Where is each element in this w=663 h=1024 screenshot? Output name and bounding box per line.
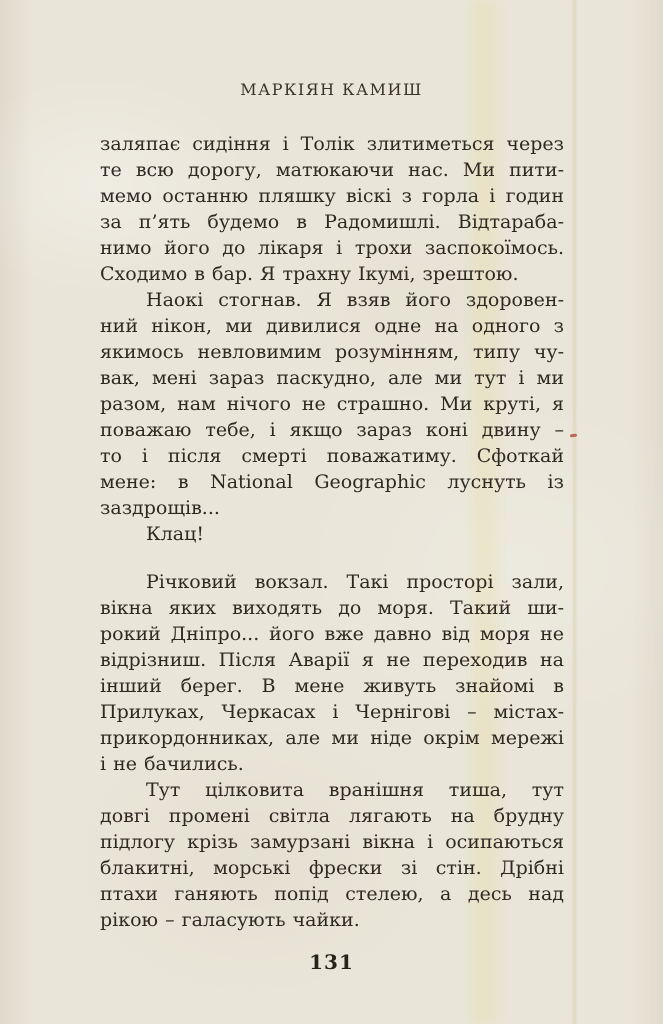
text-line: Тут цілковита вранішня тиша, тут [146,779,564,801]
paragraph [100,777,564,933]
text-line: разом, нам нічого не страшно. Ми круті, я [100,393,564,415]
text-line: Наокі стогнав. Я взяв його здоровен- [146,289,564,311]
text-line: підлогу крізь замурзані вікна і осипаються [100,831,564,853]
text-line: птахи ганяють попід стелею, а десь над [100,883,564,905]
paragraph [100,287,564,521]
scan-artifact-edge-line [573,0,576,1024]
text-line: довгі промені світла лягають на брудну [100,805,564,827]
text-line: за п’ять будемо в Радомишлі. Відтараба- [100,211,564,233]
paragraph [100,569,564,777]
text-line: блакитні, морські фрески зі стін. Дрібні [100,857,564,879]
text-line: Клац! [146,523,204,545]
text-line: Сходимо в бар. Я трахну Ікумі, зрештою. [100,263,519,285]
paragraph [100,521,564,547]
text-line: поважаю тебе, і якщо зараз коні двину – [100,419,564,441]
text-line: нимо його до лікаря і трохи заспокоїмось. [100,237,564,259]
text-line: прикордонниках, але ми ніде окрім мережі [100,727,564,749]
text-line: заляпає сидіння і Толік злитиметься через [100,133,564,155]
text-line: ний нікон, ми дивилися одне на одного з [100,315,564,337]
paragraph [100,131,564,287]
text-line: те всю дорогу, матюкаючи нас. Ми пити- [100,159,564,181]
text-line: інший берег. В мене живуть знайомі в [100,675,564,697]
text-line: вікна яких виходять до моря. Такий ши- [100,597,564,619]
running-header-author: МАРКІЯН КАМИШ [240,80,423,99]
text-line: рокий Дніпро... його вже давно від моря не [100,623,564,645]
page-number: 131 [309,950,354,974]
text-line: Прилуках, Черкасах і Чернігові – містах- [100,701,564,723]
text-line: рікою – галасують чайки. [100,909,360,931]
text-line: і не бачились. [100,753,244,775]
text-line: мемо останню пляшку віскі з горла і годин [100,185,564,207]
text-line: заздрощів... [100,497,220,519]
body-text [100,131,564,933]
text-line: Річковий вокзал. Такі просторі зали, [146,571,564,593]
text-line: то і після смерті поважатиму. Сфоткай [100,445,564,467]
scan-artifact-red-speck [570,434,577,438]
text-line: вак, мені зараз паскудно, але ми тут і ми [100,367,564,389]
text-line: якимось невловимим розумінням, типу чу- [100,341,564,363]
text-line: відрізниш. Після Аварії я не переходив на [100,649,564,671]
text-line: мене: в National Geographic луснуть із [100,471,564,493]
